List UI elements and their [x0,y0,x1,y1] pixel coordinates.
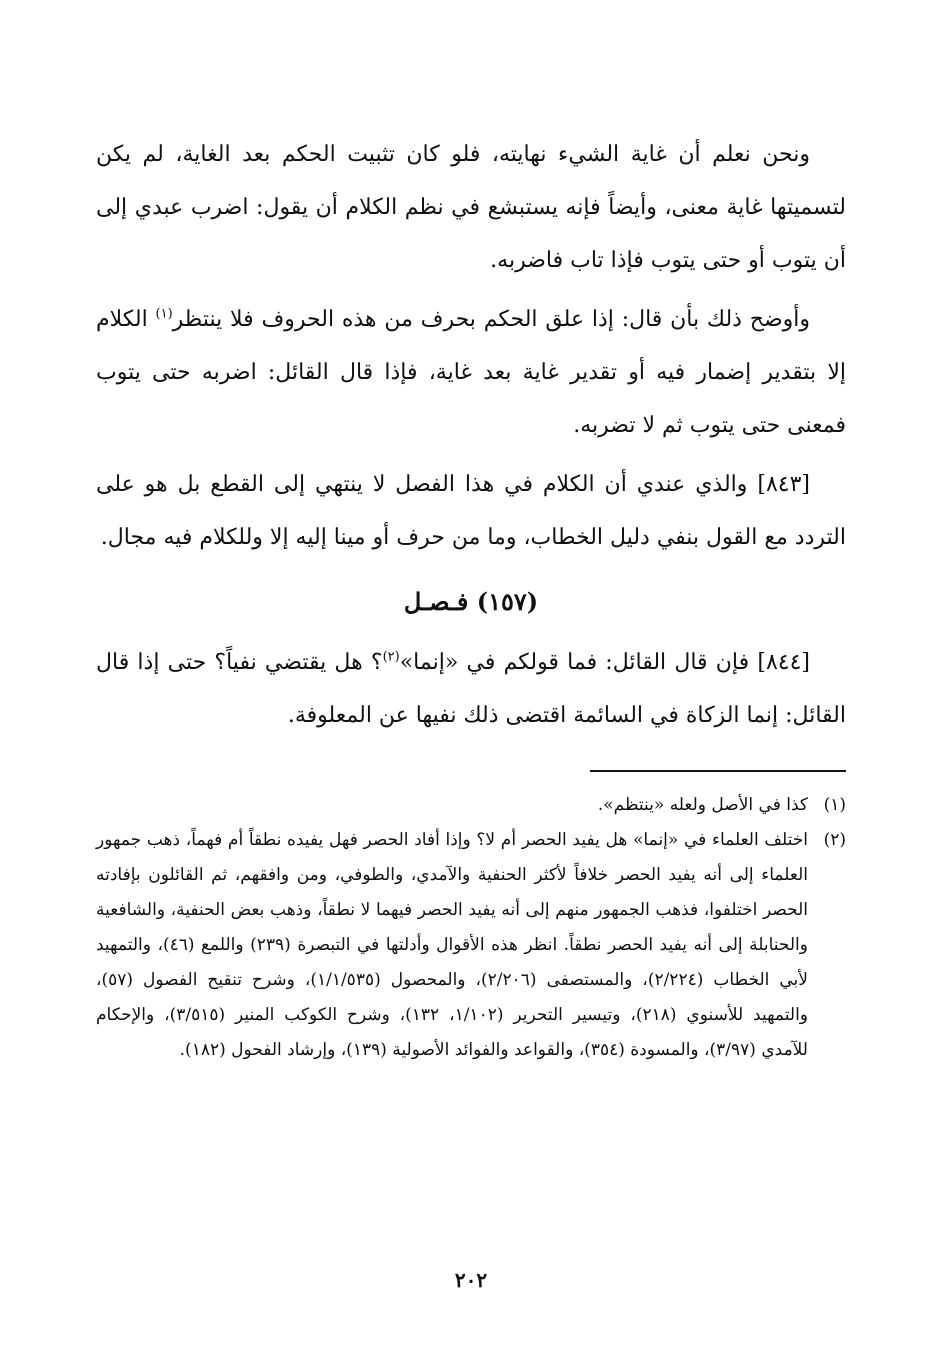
footnote-1-text: كذا في الأصل ولعله «ينتظم». [597,795,808,815]
page-number: ٢٠٢ [454,1268,488,1292]
paragraph-2-text-start: وأوضح ذلك بأن قال: إذا علق الحكم بحرف من هذه الحروف فلا ينتظر [172,307,810,332]
paragraph-3: [٨٤٣] والذي عندي أن الكلام في هذا الفصل لا ينتهي إلى القطع بل هو على التردد مع القول بنفي دليل الخطاب، وما من حرف أو مينا إليه إلا وللكلام فيه مجال. [96,472,846,550]
paragraph-4-text-end: ؟ هل يقتضي نفياً؟ حتى إذا قال القائل: إنما الزكاة في السائمة اقتضى ذلك نفيها عن المعلوفة. [96,650,846,728]
paragraph-1: ونحن نعلم أن غاية الشيء نهايته، فلو كان تثبيت الحكم بعد الغاية، لم يكن لتسميتها غاية معنى، وأيضاً فإنه يستبشع في نظم الكلام أن يقول: اضرب عبدي إلى أن يتوب أو حتى يتوب فإذا تاب فاضربه. [96,142,846,273]
paragraph-2-text-end: الكلام إلا بتقدير إضمار فيه أو تقدير غاية بعد غاية، فإذا قال القائل: اضربه حتى يتوب فمعنى حتى يتوب ثم لا تضربه. [96,307,846,438]
section-heading: (١٥٧) فـصـل [403,587,539,616]
footnote-2-text: اختلف العلماء في «إنما» هل يفيد الحصر أم لا؟ وإذا أفاد الحصر فهل يفيده نطقاً أم فهماً، ذهب جمهور العلماء إلى أنه يفيد الحصر خلافاً لأكثر الحنفية والآمدي، والطوفي، ومن وافقهم، ثم القائلون بإفادته الحصر اختلفوا، فذهب الجمهور منهم إلى أنه يفيد الحصر فيهما لا نطقاً، وذهب بعض الحنفية، والشافعية والحنابلة إلى أنه يفيد الحصر نطقاً. انظر هذه الأقوال وأدلتها في التبصرة (٢٣٩) واللمع (٤٦)، والتمهيد لأبي الخطاب (٢/٢٢٤)، والمستصفى (٢/٢٠٦)، والمحصول (١/١/٥٣٥)، وشرح تنقيح الفصول (٥٧)، والتمهيد للأسنوي (٢١٨)، وتيسير التحرير (١/١٠٢، ١٣٢)، وشرح الكوكب المنير (٣/٥١٥)، والإحكام للآمدي (٣/٩٧)، والمسودة (٣٥٤)، والقواعد والفوائد الأصولية (١٣٩)، وإرشاد الفحول (١٨٢). [96,830,809,1060]
paragraph-2 [96,293,846,452]
book-page [96,128,846,1328]
footnote-1 [96,788,846,823]
footnote-2-number: (٢) [823,830,846,850]
paragraph-4-text-start: [٨٤٤] فإن قال القائل: فما قولكم في «إنما» [399,650,810,675]
paragraph-4 [96,636,846,742]
footnote-ref-1[interactable]: (١) [155,306,173,322]
footnote-ref-2[interactable]: (٢) [382,649,400,665]
footnote-1-number: (١) [823,795,846,815]
footnote-2 [96,823,846,1068]
footnote-divider [590,770,846,772]
